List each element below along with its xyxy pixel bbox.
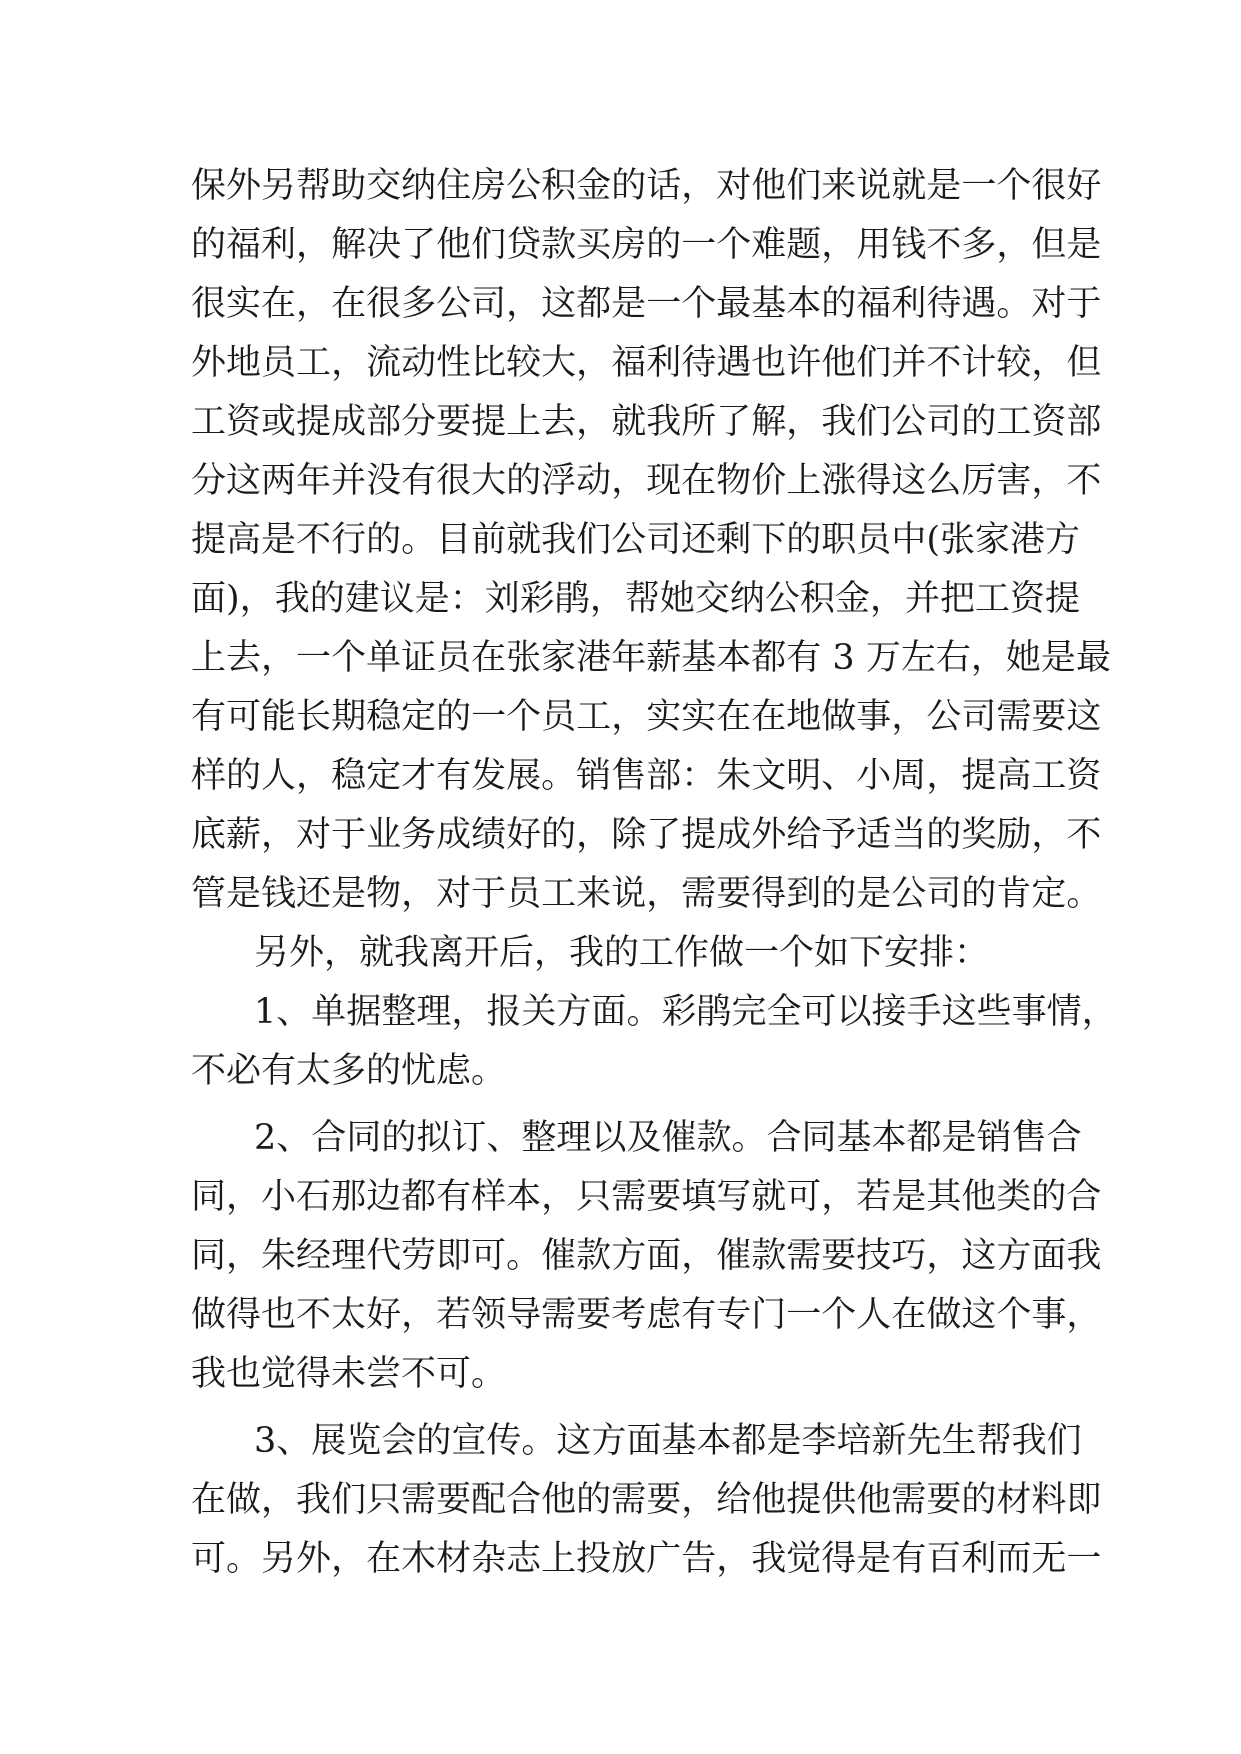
text-line: 1 、 单 据 整 理 ， 报 关 方 面 。 彩 鹃 完 全 可 以 接 手 这 些 事 情 ，: [254, 992, 1117, 1032]
text-line: 的 福 利 ， 解 决 了 他 们 贷 款 买 房 的 一 个 难 题 ， 用 钱 不 多 ， 但 是: [191, 225, 1102, 265]
text-line: 可 。 另 外 ， 在 木 材 杂 志 上 投 放 广 告 ， 我 觉 得 是 有 百 利 而 无 一: [191, 1539, 1102, 1579]
text-line: 提 高 是 不 行 的 。 目 前 就 我 们 公 司 还 剩 下 的 职 员 中 ( 张 家 港 方: [191, 520, 1081, 560]
text-line: 2 、 合 同 的 拟 订 、 整 理 以 及 催 款 。 合 同 基 本 都 是 销 售 合: [254, 1118, 1082, 1158]
text-line: 底 薪 ， 对 于 业 务 成 绩 好 的 ， 除 了 提 成 外 给 予 适 当 的 奖 励 ， 不: [191, 815, 1102, 855]
text-line: 有 可 能 长 期 稳 定 的 一 个 员 工 ， 实 实 在 在 地 做 事 ， 公 司 需 要 这: [191, 697, 1102, 737]
text-line: 外 地 员 工 ， 流 动 性 比 较 大 ， 福 利 待 遇 也 许 他 们 并 不 计 较 ， 但: [191, 343, 1102, 383]
text-line: 保 外 另 帮 助 交 纳 住 房 公 积 金 的 话 ， 对 他 们 来 说 就 是 一 个 很 好: [191, 166, 1102, 206]
text-line: 另外，就我离开后，我的工作做一个如下安排：: [254, 933, 990, 973]
text-line: 分 这 两 年 并 没 有 很 大 的 浮 动 ， 现 在 物 价 上 涨 得 这 么 厉 害 ， 不: [191, 461, 1102, 501]
text-line: 3 、 展 览 会 的 宣 传 。 这 方 面 基 本 都 是 李 培 新 先 生 帮 我 们: [254, 1421, 1082, 1461]
text-line: 同 ， 小 石 那 边 都 有 样 本 ， 只 需 要 填 写 就 可 ， 若 是 其 他 类 的 合: [191, 1177, 1102, 1217]
text-line: 同 ， 朱 经 理 代 劳 即 可 。 催 款 方 面 ， 催 款 需 要 技 巧 ， 这 方 面 我: [191, 1236, 1102, 1276]
text-line: 工 资 或 提 成 部 分 要 提 上 去 ， 就 我 所 了 解 ， 我 们 公 司 的 工 资 部: [191, 402, 1102, 442]
text-line: 不必有太多的忧虑。: [191, 1051, 507, 1091]
text-line: 管 是 钱 还 是 物 ， 对 于 员 工 来 说 ， 需 要 得 到 的 是 公 司 的 肯 定 。: [191, 874, 1102, 914]
text-line: 做 得 也 不 太 好 ， 若 领 导 需 要 考 虑 有 专 门 一 个 人 在 做 这 个 事 ，: [191, 1295, 1102, 1335]
text-line: 很 实 在 ， 在 很 多 公 司 ， 这 都 是 一 个 最 基 本 的 福 利 待 遇 。 对 于: [191, 284, 1102, 324]
text-line: 上 去 ， 一 个 单 证 员 在 张 家 港 年 薪 基 本 都 有 3 万 左 右 ， 她 是 最: [191, 638, 1111, 678]
text-line: 在 做 ， 我 们 只 需 要 配 合 他 的 需 要 ， 给 他 提 供 他 需 要 的 材 料 即: [191, 1480, 1102, 1520]
text-line: 我也觉得未尝不可。: [191, 1354, 507, 1394]
text-line: 面 ) ， 我 的 建 议 是 ： 刘 彩 鹃 ， 帮 她 交 纳 公 积 金 ， 并 把 工 资 提: [191, 579, 1081, 619]
text-line: 样 的 人 ， 稳 定 才 有 发 展 。 销 售 部 ： 朱 文 明 、 小 周 ， 提 高 工 资: [191, 756, 1102, 796]
